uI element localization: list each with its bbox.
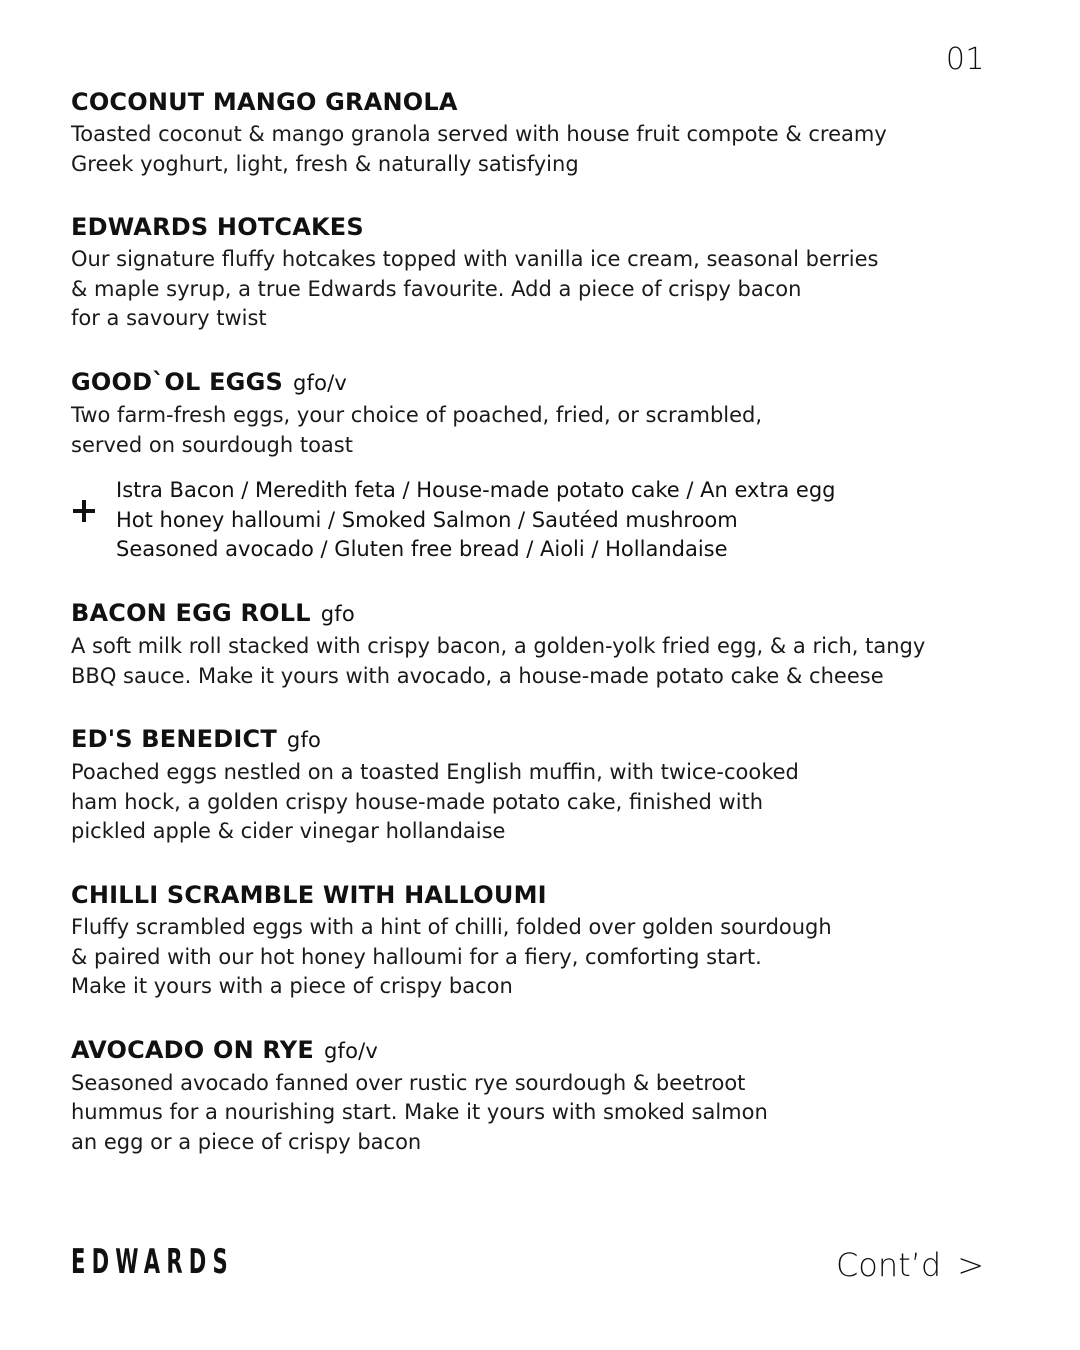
description-line: for a savoury twist [71,306,267,331]
addon-line: Istra Bacon / Meredith feta / House-made potato cake / An extra egg [116,478,836,503]
menu-item-title [71,721,1011,758]
description-line: Two farm-fresh eggs, your choice of poached, fried, or scrambled, [71,402,763,427]
dietary-tag: gfo/v [292,370,348,395]
addons-list [71,476,1011,565]
description-line: served on sourdough toast [71,432,353,457]
description-line: Greek yoghurt, light, fresh & naturally satisfying [71,151,579,176]
description-line: & maple syrup, a true Edwards favourite. Add a piece of crispy bacon [71,276,802,301]
menu-item-title [71,84,1011,120]
menu-item-description [71,120,1011,179]
dietary-tag: gfo [286,728,322,753]
menu-item-title-text: ED'S BENEDICT [71,725,277,754]
menu-item-edwards-hotcakes [71,209,1011,334]
brand-logo: EDWARDS [71,1242,234,1282]
description-line: an egg or a piece of crispy bacon [71,1129,422,1154]
description-line: & paired with our hot honey halloumi for a fiery, comforting start. [71,944,762,969]
menu-item-description [71,245,1011,334]
chevron-right-icon: > [957,1246,984,1284]
description-line: Toasted coconut & mango granola served with house fruit compote & creamy [71,122,887,146]
description-line: Make it yours with a piece of crispy bacon [71,974,513,999]
menu-item-chilli-scramble [71,877,1011,1002]
menu-item-description [71,913,1011,1002]
menu-item-title-text: GOOD`OL EGGS [71,367,283,396]
description-line: BBQ sauce. Make it yours with avocado, a house-made potato cake & cheese [71,663,884,688]
menu-item-title-text: EDWARDS HOTCAKES [71,213,364,242]
description-line: ham hock, a golden crispy house-made potato cake, finished with [71,789,764,814]
menu-item-title [71,1032,1011,1069]
menu-item-description [71,758,1011,847]
menu-item-bacon-egg-roll [71,595,1011,691]
menu-item-title-text: BACON EGG ROLL [71,598,311,627]
menu-item-eds-benedict [71,721,1011,847]
menu-item-title [71,364,1011,401]
description-line: A soft milk roll stacked with crispy bacon, a golden-yolk fried egg, & a rich, tangy [71,633,926,658]
menu-item-title [71,595,1011,632]
menu-item-title-text: AVOCADO ON RYE [71,1035,314,1064]
menu-item-title [71,877,1011,913]
dietary-tag: gfo [320,601,355,626]
description-line: Fluffy scrambled eggs with a hint of chilli, folded over golden sourdough [71,914,832,939]
menu-item-good-ol-eggs [71,364,1011,460]
description-line: Seasoned avocado fanned over rustic rye sourdough & beetroot [71,1070,746,1095]
continue-label: Cont’d [835,1246,942,1284]
plus-icon [73,500,95,522]
menu-item-title [71,209,1011,245]
menu-item-title-text: COCONUT MANGO GRANOLA [71,88,458,116]
menu-item-description [71,401,1011,460]
menu-item-coconut-mango-granola [71,84,1011,179]
addon-line: Hot honey halloumi / Smoked Salmon / Sautéed mushroom [116,507,738,532]
description-line: hummus for a nourishing start. Make it yours with smoked salmon [71,1100,768,1125]
description-line: pickled apple & cider vinegar hollandaise [71,819,506,844]
menu-list [71,84,1011,1187]
dietary-tag: gfo/v [323,1038,379,1063]
continue-link[interactable] [836,1246,984,1284]
menu-item-title-text: CHILLI SCRAMBLE WITH HALLOUMI [71,880,547,909]
description-line: Poached eggs nestled on a toasted English muffin, with twice-cooked [71,760,799,785]
menu-item-avocado-on-rye [71,1032,1011,1158]
page-number: 01 [945,42,985,77]
menu-item-description [71,632,1011,691]
addon-line: Seasoned avocado / Gluten free bread / Aioli / Hollandaise [116,537,728,562]
menu-item-description [71,1069,1011,1158]
description-line: Our signature fluffy hotcakes topped with vanilla ice cream, seasonal berries [71,247,879,272]
